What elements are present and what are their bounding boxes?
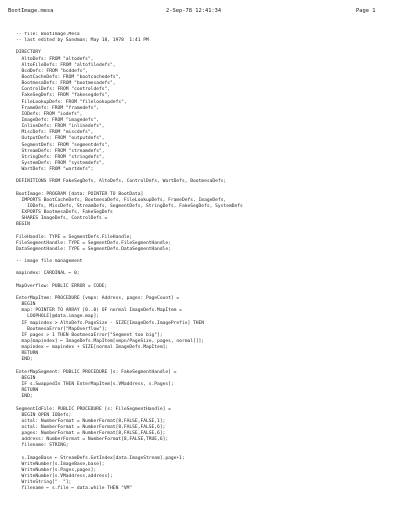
code-line: MiscDefs: FROM "miscdefs",	[16, 130, 94, 136]
code-line: BEGIN	[16, 302, 36, 308]
code-line: FrameDefs: FROM "framedefs",	[16, 105, 99, 111]
code-line: EnterMapSegment: PUBLIC PROCEDURE [s: FakeSegmentHandle] =	[16, 369, 177, 375]
code-line: IF s.SwappedIn THEN EnterMapItem[s.VMaddress, s.Pages];	[16, 382, 174, 388]
code-line: ImageDefs: FROM "imagedefs",	[16, 117, 99, 123]
code-line: BEGIN	[16, 222, 30, 228]
code-line: filename ← s.file ← data.while THEN "VM"	[16, 486, 133, 492]
code-line: WriteString[" "];	[16, 480, 72, 486]
code-line: DIRECTORY	[16, 50, 41, 56]
header-page-number: Page 1	[356, 8, 376, 14]
code-line: IODefs, MiscDefs, StreamDefs, SegmentDefs, StringDefs, FakeSegDefs, SystemDefs	[16, 203, 243, 209]
code-line: OutputDefs: FROM "outputdefs",	[16, 136, 105, 142]
code-line: SystemDefs: FROM "systemdefs",	[16, 160, 105, 166]
code-line: BEGIN OPEN IODefs;	[16, 412, 72, 418]
code-line: BootImage: PROGRAM [data: POINTER TO BootData]	[16, 191, 144, 197]
code-line: BootmesaDefs: FROM "bootmesadefs",	[16, 81, 116, 87]
code-line: DEFINITIONS FROM FakeSegDefs, AltoDefs, ControlDefs, WartDefs, BootmesaDefs;	[16, 179, 227, 185]
code-line: s.ImageBase ← StreamDefs.GetIndex[data.ImageStream].page+1;	[16, 455, 185, 461]
code-line: BootCacheDefs: FROM "bootcachedefs",	[16, 74, 122, 80]
header-datetime: 2-Sep-78 12:41:34	[166, 8, 222, 14]
code-line: InlineDefs: FROM "inlinedefs",	[16, 124, 105, 130]
code-line: -- last edited by Sandman; May 18, 1978 1:41 PM	[16, 38, 149, 44]
code-line: octal: NumberFormat = NumberFormat[8,FALSE,FALSE,1];	[16, 418, 166, 424]
code-line: -- image file management	[16, 259, 83, 265]
code-line: address: NumberFormat = NumberFormat[8,FALSE,TRUE,6];	[16, 437, 169, 443]
code-line: filename: STRING;	[16, 443, 69, 449]
code-line: SegmentIdFile: PUBLIC PROCEDURE [s: FileSegmentHandle] =	[16, 406, 171, 412]
code-line: WriteNumber[s.Pages,pages];	[16, 467, 97, 473]
code-line: RETURN	[16, 388, 39, 394]
code-line: LOOPHOLE[@data.image.map];	[16, 314, 99, 320]
code-line: BcdDefs: FROM "bcddefs",	[16, 68, 88, 74]
code-line: map: POINTER TO ARRAY [0..0) OF normal ImageDefs.MapItem =	[16, 308, 182, 314]
code-line: IMPORTS BootCacheDefs, BootmesaDefs, FileLookupDefs, FrameDefs, ImageDefs,	[16, 197, 227, 203]
code-line: mapindex ← mapindex + SIZE[normal ImageDefs.MapItem];	[16, 345, 169, 351]
code-line: FakeSegDefs: FROM "fakesegdefs",	[16, 93, 111, 99]
code-line: SegmentDefs: FROM "segmentdefs",	[16, 142, 111, 148]
code-line: EnterMapItem: PROCEDURE [vmpn: Address, pages: PageCount] =	[16, 296, 180, 302]
code-line: WriteNumber[s.VMaddress,address];	[16, 474, 113, 480]
code-line: StringDefs: FROM "stringdefs",	[16, 154, 105, 160]
header-filename: BootImage.mesa	[8, 8, 54, 14]
code-line: MapOverflow: PUBLIC ERROR = CODE;	[16, 283, 108, 289]
code-line: RETURN	[16, 351, 39, 357]
code-line: WriteNumber[s.ImageBase,base];	[16, 461, 105, 467]
code-line: IF mapindex > AltoDefs.PageSize - SIZE[ImageDefs.ImagePrefix] THEN	[16, 320, 205, 326]
code-line: END;	[16, 394, 33, 400]
code-line: octal: NumberFormat = NumberFormat[8,FALSE,FALSE,6];	[16, 425, 166, 430]
code-line: WartDefs: FROM "wartdefs";	[16, 167, 94, 173]
code-line: SHARES ImageDefs, ControlDefs =	[16, 216, 108, 222]
code-line: mapindex: CARDINAL ← 0;	[16, 271, 80, 277]
code-line: END;	[16, 357, 33, 363]
code-line: AltoFileDefs: FROM "altofiledefs",	[16, 62, 116, 68]
code-line: IODefs: FROM "iodefs",	[16, 111, 83, 117]
code-line: BootmesaError["MapOverflow"];	[16, 326, 108, 332]
code-line: EXPORTS BootmesaDefs, FakeSegDefs	[16, 210, 113, 216]
code-line: BEGIN	[16, 375, 36, 381]
code-line: StreamDefs: FROM "streamdefs",	[16, 148, 105, 154]
code-line: DataSegmentHandle: TYPE = SegmentDefs.DataSegmentHandle;	[16, 246, 171, 252]
source-listing	[16, 32, 392, 493]
code-line: FileSegmentHandle: TYPE = SegmentDefs.FileSegmentHandle;	[16, 240, 171, 246]
code-line: map[mapindex] ← ImageDefs.MapItem[vmpn/PageSize, pages, normal[]];	[16, 339, 205, 345]
code-line: FileLookupDefs: FROM "filelookupdefs",	[16, 99, 127, 105]
code-line: FileHandle: TYPE = SegmentDefs.FileHandle;	[16, 234, 133, 240]
code-line: -- file: BootImage.Mesa	[16, 32, 80, 37]
code-line: pages: NumberFormat = NumberFormat[8,FALSE,FALSE,6];	[16, 431, 166, 437]
code-line: ControlDefs: FROM "controldefs",	[16, 87, 111, 93]
code-line: AltoDefs: FROM "altodefs",	[16, 56, 94, 62]
code-line: IF pages > 1 THEN BootmesaError["Segment too big"];	[16, 332, 163, 338]
